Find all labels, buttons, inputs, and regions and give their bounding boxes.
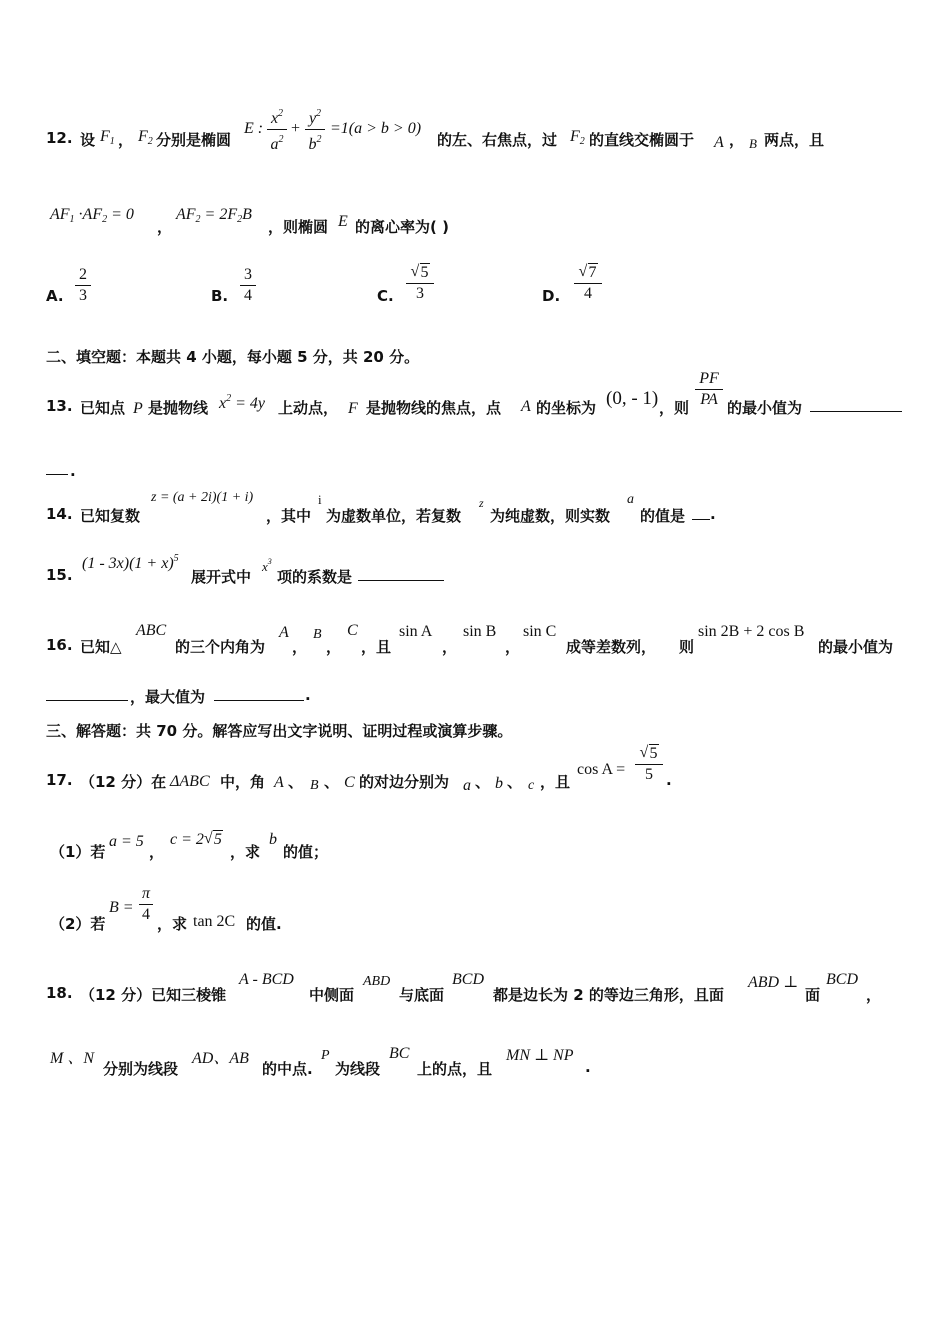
text: . xyxy=(666,771,672,789)
math-eq: =1(a > b > 0) xyxy=(330,120,422,137)
option-b-fraction: 3 4 xyxy=(239,265,257,306)
math-BCD: BCD xyxy=(826,971,858,988)
text: 的值； xyxy=(283,843,329,861)
math-C: C xyxy=(344,774,355,791)
math-B: B xyxy=(313,627,322,642)
question-number: 17. xyxy=(46,771,73,789)
text: 的最小值为 xyxy=(727,399,803,417)
math-perpendicular-2: MN ⊥ NP xyxy=(506,1047,574,1064)
text: 的最小值为 xyxy=(818,638,894,656)
math-BC: BC xyxy=(389,1045,410,1062)
text: 面 xyxy=(805,986,821,1004)
text: 为纯虚数，则实数 xyxy=(490,507,611,525)
question-number: 15. xyxy=(46,566,73,584)
text: ， xyxy=(118,131,134,149)
option-c-fraction: √ 5 3 xyxy=(405,263,435,304)
text: 的值是 xyxy=(640,507,686,525)
math-b: b xyxy=(495,775,503,792)
math-F: F xyxy=(348,400,358,417)
math-x3: $x^3$ xyxy=(262,557,272,574)
math-MN: M 、N xyxy=(50,1050,95,1067)
text: 的离心率为( ) xyxy=(355,218,449,236)
question-number: 16. xyxy=(46,636,73,654)
math-B: B xyxy=(310,778,319,793)
answer-blank[interactable] xyxy=(810,397,902,412)
text: ，其中 xyxy=(266,507,312,525)
text: ，且 xyxy=(361,638,392,656)
part-2-label: （2）若 xyxy=(50,915,106,933)
text: ，则 xyxy=(659,399,690,417)
math-parabola: $x^2 = 4y$ xyxy=(219,393,266,412)
text: 展开式中 xyxy=(191,568,252,586)
fraction-x2-a2: $x^2$ $a^2$ xyxy=(266,104,288,155)
text: ， xyxy=(505,638,521,656)
text: 中，角 xyxy=(220,773,266,791)
question-number: 13. xyxy=(46,397,73,415)
text: ， xyxy=(157,218,173,236)
question-number: 12. xyxy=(46,129,73,147)
math-c-eq: c = 2√ 5 xyxy=(170,831,223,849)
option-b-label: B. xyxy=(211,287,229,305)
text: 为线段 xyxy=(335,1060,381,1078)
text: 、 xyxy=(288,773,304,791)
text: 已知复数 xyxy=(80,507,141,525)
math-a: a xyxy=(463,777,471,794)
question-number: 18. xyxy=(46,984,73,1002)
math-BCD: BCD xyxy=(452,971,484,988)
text: 的对边分别为 xyxy=(359,773,450,791)
math-sinC: sin C xyxy=(523,623,557,640)
text: 两点，且 xyxy=(764,131,825,149)
text: 项的系数是 xyxy=(277,568,353,586)
fraction-pf-pa: PF PA xyxy=(694,369,724,410)
math-B: B xyxy=(749,136,757,151)
text: ，求 xyxy=(230,843,261,861)
math-coordinate: (0, - 1) xyxy=(606,388,659,409)
math-b: b xyxy=(269,831,277,848)
text: 的直线交椭圆于 xyxy=(589,131,695,149)
math-pyramid: A - BCD xyxy=(239,971,294,988)
text: 已知△ xyxy=(80,638,122,656)
text: ， xyxy=(292,638,308,656)
text: 则 xyxy=(679,638,695,656)
math-sinA: sin A xyxy=(399,623,433,640)
math-perpendicular: ABD ⊥ xyxy=(748,974,799,991)
math-cosA: cos A = xyxy=(577,761,626,778)
math-a: a xyxy=(627,492,634,507)
fraction-y2-b2: $y^2$ $b^2$ xyxy=(304,104,326,155)
math-A: A xyxy=(714,134,724,151)
text: ，最大值为 xyxy=(130,688,206,706)
text: 都是边长为 2 的等边三角形，且面 xyxy=(493,986,724,1004)
math-c: c xyxy=(528,778,535,793)
math-ABC: ABC xyxy=(136,622,167,639)
text: 是抛物线的焦点，点 xyxy=(366,399,502,417)
option-a-fraction: 2 3 xyxy=(74,265,92,306)
math-F2: $F_2$ xyxy=(570,128,585,147)
text: 上动点， xyxy=(278,399,339,417)
text: 与底面 xyxy=(399,986,445,1004)
text: . xyxy=(585,1058,591,1076)
answer-blank-max[interactable] xyxy=(214,686,304,701)
section-heading-solutions: 三、解答题：共 70 分。解答应写出文字说明、证明过程或演算步骤。 xyxy=(46,722,513,740)
text: 的左、右焦点，过 xyxy=(437,131,558,149)
math-sinB: sin B xyxy=(463,623,497,640)
math-complex: z = (a + 2i)(1 + i) xyxy=(151,490,254,505)
text: 的中点. xyxy=(262,1060,313,1078)
fraction-sqrt5-5: √ 5 5 xyxy=(634,744,664,785)
math-ABD: ABD xyxy=(363,974,391,989)
plus-sign: + xyxy=(291,120,301,137)
text: 、 xyxy=(475,773,491,791)
text: 分别为线段 xyxy=(103,1060,179,1078)
text: 的三个内角为 xyxy=(175,638,266,656)
option-c-label: C. xyxy=(377,287,394,305)
text: 分别是椭圆 xyxy=(156,131,232,149)
math-segments: AD、AB xyxy=(192,1050,249,1067)
math-A: A xyxy=(274,774,284,791)
math-P: P xyxy=(133,400,143,417)
math-B-eq: B = xyxy=(109,899,134,916)
option-d-fraction: √ 7 4 xyxy=(573,263,603,304)
text: 中侧面 xyxy=(309,986,355,1004)
text: . xyxy=(305,686,311,704)
math-A: A xyxy=(521,398,531,415)
text: . xyxy=(710,505,716,523)
text: 是抛物线 xyxy=(148,399,209,417)
math-E: E xyxy=(338,213,348,230)
text: 的值. xyxy=(246,915,282,933)
text: ，求 xyxy=(157,915,188,933)
text-score: （12 分）在 xyxy=(80,773,167,791)
answer-blank-min[interactable] xyxy=(46,686,128,701)
math-expression: sin 2B + 2 cos B xyxy=(698,623,805,640)
text: 已知点 xyxy=(80,399,126,417)
text: ，则椭圆 xyxy=(268,218,329,236)
text: 上的点，且 xyxy=(417,1060,493,1078)
question-number: 14. xyxy=(46,505,73,523)
math-E: E : xyxy=(244,120,264,137)
fraction-pi-4: π 4 xyxy=(138,884,154,925)
part-1-label: （1）若 xyxy=(50,843,106,861)
text: ， xyxy=(866,986,882,1004)
option-d-label: D. xyxy=(542,287,561,305)
text: 、 xyxy=(507,773,523,791)
text: 为虚数单位，若复数 xyxy=(326,507,462,525)
math-tan2C: tan 2C xyxy=(193,913,236,930)
answer-blank[interactable] xyxy=(692,505,710,520)
math-z: z xyxy=(479,496,484,510)
math-condition-1: $AF_1 \cdot AF_2 = 0$ xyxy=(50,206,134,225)
text: 设 xyxy=(80,131,96,149)
math-A: A xyxy=(279,624,289,641)
text: 成等差数列， xyxy=(566,638,657,656)
math-triangle: ΔABC xyxy=(170,773,210,790)
text: ， xyxy=(326,638,342,656)
math-expression: $(1 - 3x)(1 + x)^5$ xyxy=(82,553,179,572)
text: ， xyxy=(729,131,745,149)
math-F2: $F_2$ xyxy=(138,128,153,147)
text: 、 xyxy=(324,773,340,791)
text: 的坐标为 xyxy=(536,399,597,417)
math-C: C xyxy=(347,622,358,639)
text: ，且 xyxy=(540,773,571,791)
math-P: P xyxy=(321,1048,330,1063)
section-heading-fill-in: 二、填空题：本题共 4 小题，每小题 5 分，共 20 分。 xyxy=(46,348,420,366)
option-a-label: A. xyxy=(46,287,64,305)
math-condition-2: $AF_2 = 2F_2B$ xyxy=(176,206,252,225)
text-score: （12 分）已知三棱锥 xyxy=(80,986,227,1004)
text: ， xyxy=(442,638,458,656)
text: . xyxy=(70,462,76,480)
math-F1: $F_1$ xyxy=(100,128,115,147)
math-a-eq: a = 5 xyxy=(109,833,144,850)
math-i: i xyxy=(318,492,322,507)
text: ， xyxy=(149,843,165,861)
answer-blank[interactable] xyxy=(358,566,444,581)
answer-blank-continued[interactable] xyxy=(46,460,68,475)
